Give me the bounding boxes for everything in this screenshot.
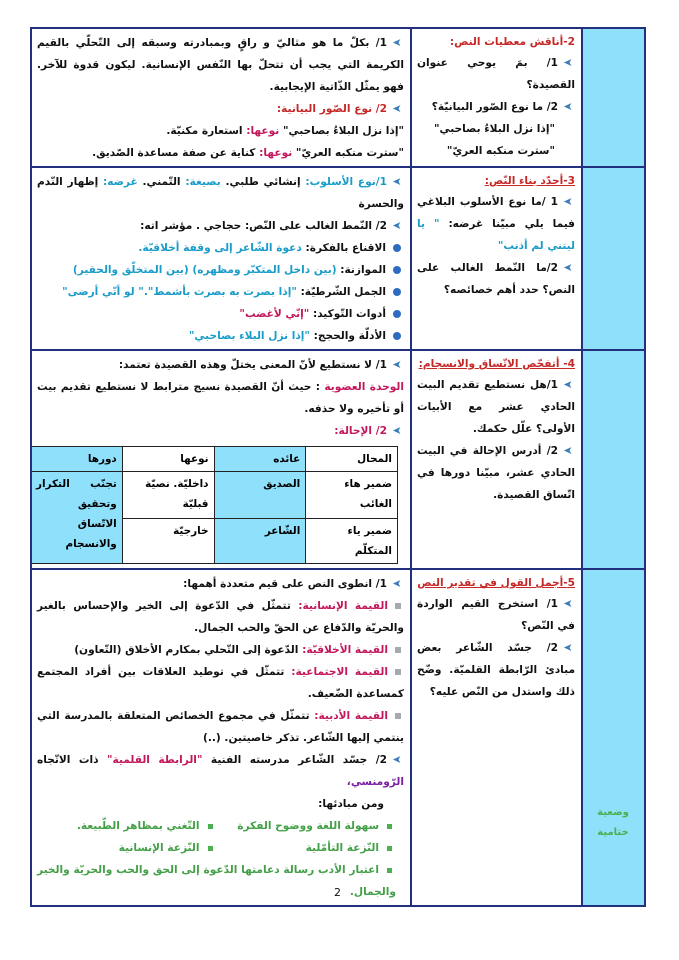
header-role: دورها — [31, 447, 123, 472]
text-segment: ومن مبادئها: — [318, 798, 384, 810]
item-list — [417, 191, 575, 301]
item-list — [37, 354, 404, 442]
referent-cell: ضمير هاء الغائب — [306, 472, 398, 519]
text-segment: نوعها: — [246, 125, 280, 137]
principle: اعتبار الأدب رسالة دعامتها الدّعوة إلى الحق والحب والحريّة والخير والجمال. — [37, 864, 396, 898]
square-bullet-icon — [395, 647, 401, 653]
list-item — [417, 374, 575, 440]
item-list — [417, 52, 575, 162]
arrow-bullet-icon: ➤ — [563, 100, 573, 113]
text-segment: 1/ بكلّ ما هو مثاليّ و راقٍ وبمبادرته وسبقه إلى التّحلّي بالقيم الكريمة التي يجب أن تتحلّ بها النّفس الإنسانية. ليكون قدوة للآخر. فهو يمثّل الذّاتية الإيجابية. — [37, 37, 404, 93]
reference-row — [31, 472, 398, 519]
questions-cell — [411, 350, 582, 569]
text-segment: الأدلّة والحجج: — [309, 330, 386, 342]
principle: التّغني بمظاهر الطّبيعة. — [37, 815, 217, 837]
arrow-bullet-icon: ➤ — [392, 102, 402, 115]
text-segment: : حيث أنّ القصيدة نسيج مترابط لا نستطيع تقديم بيت أو تأخيره ولا حذفه. — [37, 381, 404, 415]
stage-cell — [582, 28, 645, 167]
list-item — [37, 705, 404, 749]
text-segment: أدوات التّوكيد: — [309, 308, 386, 320]
row-cohesion — [31, 350, 645, 569]
answers-cell — [31, 350, 411, 569]
row-evaluation — [31, 569, 645, 906]
text-segment: بصيغة: — [180, 176, 221, 188]
principles-row — [37, 815, 404, 837]
principle: النّزعة التأمّلية — [217, 837, 397, 859]
list-item — [37, 142, 404, 164]
arrow-bullet-icon: ➤ — [392, 175, 402, 188]
stage-cell — [582, 569, 645, 906]
square-bullet-icon — [395, 603, 401, 609]
arrow-bullet-icon: ➤ — [563, 597, 573, 610]
arrow-bullet-icon: ➤ — [392, 358, 402, 371]
arrow-bullet-icon: ➤ — [392, 577, 402, 590]
role-cell: تجنّب التكرار وتحقيق الاتّساق والانسجام — [31, 472, 123, 564]
square-bullet-icon — [395, 713, 401, 719]
text-segment: "إذا بصرت به بصرت بأشمط"." لو أنّي أرضى" — [62, 286, 297, 298]
text-segment: "إذا نزل البلاء بصاحبي" — [188, 330, 310, 342]
list-item — [37, 420, 404, 442]
section-heading: 5-أجمل القول في تقدير النص — [417, 577, 575, 589]
arrow-bullet-icon: ➤ — [392, 424, 402, 437]
text-segment: 1/ استخرج القيم الواردة في النّص؟ — [417, 598, 575, 632]
header-referent: المحال — [306, 447, 398, 472]
list-item — [37, 661, 404, 705]
list-item — [37, 573, 404, 595]
item-list — [37, 171, 404, 347]
text-segment: 2/ أدرس الإحالة في البيت الحادي عشر، مبيّنا دورها في اتّساق القصيدة. — [417, 445, 575, 501]
list-item — [37, 98, 404, 120]
text-segment: القيمة الإنسانية: — [290, 600, 388, 612]
text-segment: الدّعوة إلى التّحلي بمكارم الأخلاق (التّعاون) — [74, 644, 299, 656]
page-number: 2 — [334, 886, 341, 899]
list-item — [417, 191, 575, 257]
antecedent-cell: الصديق — [214, 472, 306, 519]
list-item — [37, 354, 404, 376]
section-heading: 3-أحدّد بناء النّص: — [484, 175, 575, 187]
list-item — [37, 793, 404, 815]
list-item — [37, 749, 404, 793]
text-segment: (بين داخل المتكبّر ومظهره) (بين المتخلّق والحقير) — [72, 264, 337, 276]
arrow-bullet-icon: ➤ — [392, 753, 402, 766]
section-heading: 2-أناقش معطيات النص: — [449, 36, 575, 48]
questions-cell — [411, 167, 582, 350]
text-segment: تتمثّل في الدّعوة إلى الخير والإحساس بالغير والحريّة والدّفاع عن الحقّ والحب الجمال. — [37, 600, 404, 634]
text-segment: "الرابطة القلمية" — [107, 754, 203, 766]
text-segment: "سترت منكبه العريّ" — [292, 147, 404, 159]
text-segment: تتمثّل في مجموع الخصائص المتعلقة بالمدرسة التي ينتمي إليها الشّاعر. تذكر خاصيتين. (..) — [37, 710, 404, 744]
principles-row — [37, 837, 404, 859]
list-item — [417, 593, 575, 637]
list-item — [37, 120, 404, 142]
circle-bullet-icon — [393, 266, 401, 274]
stage-cell — [582, 167, 645, 350]
row-text-structure — [31, 167, 645, 350]
text-segment: "سترت منكبه العريّ" — [446, 145, 555, 157]
item-list — [37, 573, 404, 815]
text-segment: 2/ الإحالة: — [334, 425, 387, 437]
item-list — [417, 374, 575, 506]
circle-bullet-icon — [393, 310, 401, 318]
text-segment: نوعها: — [259, 147, 293, 159]
type-cell: داخليّة. نصيّة قبليّة — [122, 472, 214, 519]
text-segment: الوحدة العضوية — [324, 381, 404, 393]
principle: النّزعة الإنسانية — [37, 837, 217, 859]
list-item — [37, 259, 404, 281]
arrow-bullet-icon: ➤ — [563, 641, 573, 654]
text-segment: إنشائي طلبي. — [220, 176, 301, 188]
text-segment: القيمة الأخلاقيّة: — [298, 644, 388, 656]
list-item — [37, 171, 404, 215]
text-segment: تتمثّل في توطيد العلاقات بين أفراد المجتمع كمساعدة الضّعيف. — [37, 666, 404, 700]
text-segment: 2/ جسّد الشّاعر مدرسته الفنية — [202, 754, 387, 766]
text-segment: 1/هل نستطيع تقديم البيت الحادي عشر مع الأبيات الأولى؟ علّل حكمك. — [417, 379, 575, 435]
arrow-bullet-icon: ➤ — [392, 36, 402, 49]
lesson-table — [30, 27, 646, 907]
text-segment: 2/ ما نوع الصّور البيانيّة؟ — [431, 101, 558, 113]
text-segment: الرّومنسي، — [346, 776, 404, 788]
list-item — [417, 96, 575, 118]
list-item — [37, 376, 404, 420]
answers-cell — [31, 28, 411, 167]
reference-header-row — [31, 447, 398, 472]
principle: سهولة اللغة ووضوح الفكرة — [217, 815, 397, 837]
questions-cell — [411, 569, 582, 906]
item-list — [417, 593, 575, 703]
text-segment: 1/نوع الأسلوب: — [300, 176, 387, 188]
arrow-bullet-icon: ➤ — [563, 56, 573, 69]
list-item — [417, 52, 575, 96]
text-segment: إظهار النّدم والحسرة — [37, 176, 404, 210]
list-item — [37, 32, 404, 98]
text-segment: 1/ انطوى النص على قيم متعددة أهمها: — [183, 578, 387, 590]
text-segment: 2/ النّمط الغالب على النّص: حجاجي . مؤشر اته: — [140, 220, 387, 232]
list-item — [37, 303, 404, 325]
header-antecedent: عائده — [214, 447, 306, 472]
text-segment: الجمل الشّرطيّة: — [296, 286, 386, 298]
text-segment: 1/ بمَ يوحي عنوان القصيدة؟ — [417, 57, 575, 91]
referent-cell: ضمير ياء المتكلّم — [306, 519, 398, 564]
text-segment: كناية عن صفة مساعدة الصّديق. — [92, 147, 260, 159]
stage-cell — [582, 350, 645, 569]
antecedent-cell: الشّاعر — [214, 519, 306, 564]
list-item — [417, 140, 575, 162]
text-segment: 2/ جسّد الشّاعر بعض مبادئ الرّابطة القلميّة. وضّح ذلك واستدل من النّص عليه؟ — [417, 642, 575, 698]
text-segment: "إنّي لأغضب" — [239, 308, 310, 320]
text-segment: 2/ما النّمط الغالب على النص؟ حدد أهم خصائصه؟ — [417, 262, 575, 296]
answers-cell — [31, 569, 411, 906]
text-segment: "إذا نزل البلاءُ بصاحبي" — [433, 123, 555, 135]
type-cell: خارجيّة — [122, 519, 214, 564]
circle-bullet-icon — [393, 332, 401, 340]
text-segment: ذات الاتّجاه — [37, 754, 107, 766]
list-item — [37, 595, 404, 639]
text-segment: القيمة الاجتماعية: — [284, 666, 388, 678]
arrow-bullet-icon: ➤ — [563, 195, 573, 208]
list-item — [37, 325, 404, 347]
text-segment: استعارة مكنيّة. — [166, 125, 247, 137]
row-analyze-text — [31, 28, 645, 167]
reference-table — [30, 446, 398, 564]
text-segment: غرضه: — [98, 176, 138, 188]
circle-bullet-icon — [393, 244, 401, 252]
header-type: نوعها — [122, 447, 214, 472]
list-item — [417, 257, 575, 301]
text-segment: 2/ نوع الصّور البيانية: — [276, 103, 387, 115]
text-segment: القيمة الأدبية: — [309, 710, 388, 722]
text-segment: "إذا نزل البلاءُ بصاحبي" — [279, 125, 404, 137]
list-item — [37, 237, 404, 259]
text-segment: الموازنة: — [336, 264, 386, 276]
square-bullet-icon — [395, 669, 401, 675]
item-list — [37, 32, 404, 164]
answers-cell — [31, 167, 411, 350]
text-segment: 1 /ما نوع الأسلوب البلاغي فيما يلي مبيّنا غرضه: — [417, 196, 575, 230]
list-item — [37, 215, 404, 237]
text-segment: الاقناع بالفكرة: — [301, 242, 386, 254]
arrow-bullet-icon: ➤ — [563, 378, 573, 391]
text-segment: 1/ لا نستطيع لأنّ المعنى يختلّ وهذه القصيدة تعتمد: — [118, 359, 387, 371]
arrow-bullet-icon: ➤ — [563, 261, 573, 274]
list-item — [417, 440, 575, 506]
circle-bullet-icon — [393, 288, 401, 296]
text-segment: التّمني. — [137, 176, 181, 188]
stage-label: وضعية ختامية — [597, 807, 629, 838]
list-item — [37, 281, 404, 303]
arrow-bullet-icon: ➤ — [392, 219, 402, 232]
list-item — [417, 637, 575, 703]
questions-cell — [411, 28, 582, 167]
arrow-bullet-icon: ➤ — [563, 444, 573, 457]
list-item — [37, 639, 404, 661]
text-segment: " يا ليتني لم أذنب" — [417, 218, 575, 252]
text-segment: دعوة الشّاعر إلى وقفة أخلاقيّة. — [138, 242, 302, 254]
list-item — [417, 118, 575, 140]
section-heading: 4- أتفحّص الاتّساق والانسجام: — [418, 358, 575, 370]
